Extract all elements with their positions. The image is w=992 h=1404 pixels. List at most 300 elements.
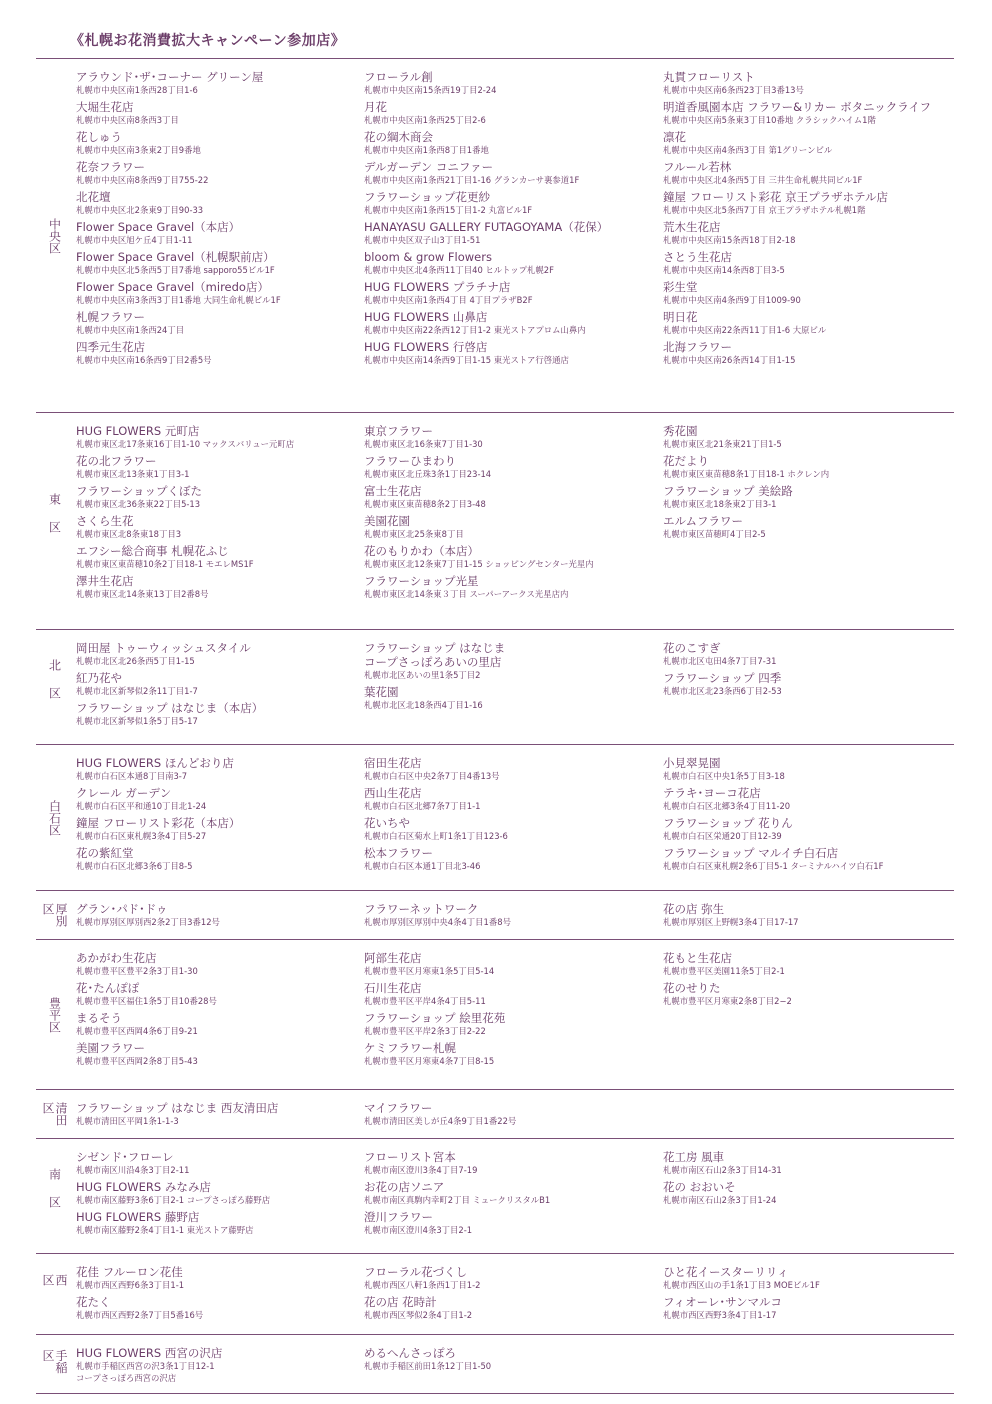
shop-entry xyxy=(76,1011,361,1038)
shop-name: 美園フラワー xyxy=(76,1041,145,1055)
shop-column xyxy=(76,424,361,604)
shop-name: ひと花イースターリリィ xyxy=(663,1265,789,1279)
shop-entry xyxy=(663,250,954,277)
shop-name: 花奈フラワー xyxy=(76,160,145,174)
shop-address: 札幌市中央区南15条西19丁目2-24 xyxy=(364,85,497,95)
shop-address: 札幌市厚別区厚別西2条2丁目3番12号 xyxy=(76,917,220,927)
shop-entry xyxy=(364,280,659,307)
ward-cell xyxy=(36,1090,72,1138)
shop-address: 札幌市中央区南26条西14丁目1-15 xyxy=(663,355,796,365)
shop-name: フラワーショップ マルイチ白石店 xyxy=(663,846,839,860)
ward-section xyxy=(36,744,954,890)
shop-entry xyxy=(663,641,954,668)
shop-entry xyxy=(364,514,659,541)
shop-name: 花の おおいそ xyxy=(663,1180,736,1194)
shop-address: 札幌市白石区北郷7条7丁目1-1 xyxy=(364,801,481,811)
shop-entry xyxy=(663,70,954,97)
ward-section xyxy=(36,629,954,744)
shop-address: 札幌市南区石山2条3丁目14-31 xyxy=(663,1165,782,1175)
shop-name: 北花壇 xyxy=(76,190,111,204)
shop-name: 花･たんぽぽ xyxy=(76,981,140,995)
ward-cell xyxy=(36,891,72,939)
shop-name: 澄川フラワー xyxy=(364,1210,433,1224)
shop-address: 札幌市東区苗穂町4丁目2-5 xyxy=(663,529,766,539)
shop-entry xyxy=(663,1295,954,1322)
shop-column xyxy=(76,1265,361,1325)
shop-address: 札幌市中央区北4条西5丁目 三井生命札幌共同ビル1F xyxy=(663,175,863,185)
shop-name: HUG FLOWERS プラチナ店 xyxy=(364,280,511,294)
shop-name: Flower Space Gravel（miredo店） xyxy=(76,280,269,294)
shop-entry xyxy=(364,574,659,601)
shop-address: 札幌市中央区南1条西28丁目1-6 xyxy=(76,85,198,95)
ward-label: 清田区 xyxy=(41,1102,68,1126)
shop-column xyxy=(76,951,361,1071)
shop-entry xyxy=(76,701,361,728)
shop-address: 札幌市中央区南1条西4丁目 4丁目プラザB2F xyxy=(364,295,533,305)
shop-address: 札幌市北区北26条西5丁目1-15 xyxy=(76,656,195,666)
shop-address: 札幌市南区真駒内幸町2丁目 ミュークリスタルB1 xyxy=(364,1195,551,1205)
shop-column xyxy=(663,902,954,932)
shop-address: 札幌市中央区南1条西8丁目1番地 xyxy=(364,145,489,155)
shop-name: HUG FLOWERS 山鼻店 xyxy=(364,310,488,324)
shop-entry xyxy=(76,514,361,541)
shop-entry xyxy=(76,100,361,127)
shop-address: 札幌市北区新琴似1条5丁目5-17 xyxy=(76,716,198,726)
shop-entry xyxy=(364,1011,659,1038)
shop-column xyxy=(364,756,659,876)
shop-column xyxy=(76,902,361,932)
ward-label: 白石区 xyxy=(47,799,62,836)
shop-entry xyxy=(364,1295,659,1322)
shop-address: 札幌市手稲区前田1条12丁目1-50 xyxy=(364,1361,492,1371)
ward-label: 豊平区 xyxy=(47,996,62,1033)
shop-name: アラウンド･ザ･コーナー グリーン屋 xyxy=(76,70,264,84)
shop-address: 札幌市東区北21条東21丁目1-5 xyxy=(663,439,782,449)
shop-name: テラキ･ヨーコ花店 xyxy=(663,786,761,800)
shop-address: 札幌市中央区南14条西9丁目1-15 東光ストア行啓通店 xyxy=(364,355,569,365)
shop-address: 札幌市清田区美しが丘4条9丁目1番22号 xyxy=(364,1116,517,1126)
shop-name: Flower Space Gravel（本店） xyxy=(76,220,241,234)
shop-name: 北海フラワー xyxy=(663,340,732,354)
shop-name: フラワーネットワーク xyxy=(364,902,479,916)
ward-label: 東区 xyxy=(47,493,62,549)
ward-section xyxy=(36,412,954,629)
shop-address: 札幌市中央区南5条東3丁目10番地 クラシックハイム1階 xyxy=(663,115,876,125)
shop-name: 大堀生花店 xyxy=(76,100,134,114)
ward-label: 北区 xyxy=(47,659,62,715)
shop-entry xyxy=(663,756,954,783)
shop-name: デルガーデン コニファー xyxy=(364,160,494,174)
shop-entry xyxy=(364,250,659,277)
shop-address: 札幌市東区東苗穂10条2丁目18-1 モエレMS1F xyxy=(76,559,254,569)
shop-entry xyxy=(76,340,361,367)
shop-address: 札幌市豊平区平岸4条4丁目5-11 xyxy=(364,996,486,1006)
shop-entry xyxy=(76,250,361,277)
shop-address: 札幌市北区北18条西4丁目1-16 xyxy=(364,700,483,710)
shop-entry xyxy=(663,454,954,481)
shop-address: 札幌市東区北14条東３丁目 スーパーアークス光星店内 xyxy=(364,589,569,599)
shop-entry xyxy=(76,756,361,783)
shop-column xyxy=(364,1101,659,1131)
shop-entry xyxy=(663,484,954,511)
shop-list xyxy=(36,58,954,1394)
shop-entry xyxy=(76,160,361,187)
shop-entry xyxy=(76,190,361,217)
shop-name: 花の北フラワー xyxy=(76,454,157,468)
shop-entry xyxy=(76,574,361,601)
shop-entry xyxy=(364,981,659,1008)
shop-name: ケミフラワー札幌 xyxy=(364,1041,456,1055)
shop-address: 札幌市南区藤野3条6丁目2-1 コープさっぽろ藤野店 xyxy=(76,1195,271,1205)
shop-name: お花の店ソニア xyxy=(364,1180,445,1194)
shop-address: 札幌市東区東苗穂8条2丁目3-48 xyxy=(364,499,486,509)
shop-name: 小見翠晃園 xyxy=(663,756,721,770)
shop-entry xyxy=(364,685,659,712)
shop-entry xyxy=(663,846,954,873)
shop-name: クレール ガーデン xyxy=(76,786,172,800)
shop-column xyxy=(663,951,954,1011)
shop-address: 札幌市中央区南4条西3丁目 第1グリーンビル xyxy=(663,145,833,155)
shop-column xyxy=(364,1150,659,1240)
shop-entry xyxy=(76,1041,361,1068)
shop-column xyxy=(364,1346,659,1376)
shop-address: 札幌市中央区北4条西11丁目40 ヒルトップ札幌2F xyxy=(364,265,554,275)
shop-address: 札幌市豊平区月寒東2条8丁目2−2 xyxy=(663,996,792,1006)
shop-entry xyxy=(76,1150,361,1177)
ward-section xyxy=(36,1334,954,1394)
shop-entry xyxy=(76,1210,361,1237)
shop-name: 花たく xyxy=(76,1295,111,1309)
shop-address-line2: コープさっぽろ西宮の沢店 xyxy=(76,1373,177,1383)
shop-address: 札幌市白石区本通1丁目北3-46 xyxy=(364,861,481,871)
shop-name: 花しゅう xyxy=(76,130,122,144)
shop-address: 札幌市白石区栄通20丁目12-39 xyxy=(663,831,782,841)
shop-entry xyxy=(364,190,659,217)
shop-name: HUG FLOWERS 元町店 xyxy=(76,424,200,438)
shop-name: 鐘屋 フローリスト彩花（本店） xyxy=(76,816,241,830)
shop-entry xyxy=(364,816,659,843)
page-title: 《札幌お花消費拡大キャンペーン参加店》 xyxy=(70,33,346,49)
shop-name: bloom & grow Flowers xyxy=(364,250,492,264)
shop-name: 美園花園 xyxy=(364,514,410,528)
shop-address: 札幌市南区石山2条3丁目1-24 xyxy=(663,1195,777,1205)
shop-address: 札幌市西区山の手1条1丁目3 MOEビル1F xyxy=(663,1280,820,1290)
shop-entry xyxy=(364,454,659,481)
shop-entry xyxy=(364,846,659,873)
shop-name: 四季元生花店 xyxy=(76,340,145,354)
shop-name: めるへんさっぽろ xyxy=(364,1346,456,1360)
shop-address: 札幌市厚別区上野幌3条4丁目17-17 xyxy=(663,917,799,927)
shop-entry xyxy=(76,1180,361,1207)
shop-address: 札幌市中央区南1条西25丁目2-6 xyxy=(364,115,486,125)
shop-address: 札幌市白石区東札幌2条6丁目5-1 ターミナルハイツ白石1F xyxy=(663,861,884,871)
shop-column xyxy=(663,756,954,876)
ward-cell xyxy=(36,1139,72,1253)
shop-name: 宿田生花店 xyxy=(364,756,422,770)
shop-name: フラワーショップ 美絵路 xyxy=(663,484,793,498)
shop-column xyxy=(364,902,659,932)
shop-entry xyxy=(663,130,954,157)
shop-entry xyxy=(663,816,954,843)
shop-name: 丸貫フローリスト xyxy=(663,70,755,84)
shop-entry xyxy=(76,816,361,843)
shop-entry xyxy=(76,846,361,873)
shop-entry xyxy=(76,1295,361,1322)
shop-address: 札幌市豊平区福住1条5丁目10番28号 xyxy=(76,996,217,1006)
shop-column xyxy=(663,70,954,370)
shop-address: 札幌市東区東苗穂8条1丁目18-1 ホクレン内 xyxy=(663,469,830,479)
shop-entry xyxy=(364,902,659,929)
shop-address: 札幌市中央区双子山3丁目1-51 xyxy=(364,235,481,245)
shop-name: 花いちや xyxy=(364,816,410,830)
shop-address: 札幌市豊平区美園11条5丁目2-1 xyxy=(663,966,785,976)
shop-entry xyxy=(364,220,659,247)
shop-entry xyxy=(364,786,659,813)
shop-name: あかがわ生花店 xyxy=(76,951,157,965)
shop-entry xyxy=(76,641,361,668)
shop-address: 札幌市中央区南14条西8丁目3-5 xyxy=(663,265,785,275)
shop-name: 花の綱木商会 xyxy=(364,130,433,144)
shop-name: 明道香風園本店 フラワー&リカー ボタニックライフ xyxy=(663,100,932,114)
shop-address: 札幌市豊平区月寒東1条5丁目5-14 xyxy=(364,966,495,976)
shop-address: 札幌市東区北8条東18丁目3 xyxy=(76,529,182,539)
shop-name: 札幌フラワー xyxy=(76,310,145,324)
shop-entry xyxy=(76,130,361,157)
shop-entry xyxy=(76,424,361,451)
shop-entry xyxy=(663,424,954,451)
shop-entry xyxy=(76,544,361,571)
shop-address: 札幌市豊平区平岸2条3丁目2-22 xyxy=(364,1026,486,1036)
shop-address: 札幌市白石区平和通10丁目北1-24 xyxy=(76,801,207,811)
shop-name: エフシー総合商事 札幌花ふじ xyxy=(76,544,229,558)
ward-section xyxy=(36,890,954,939)
shop-entry xyxy=(364,641,659,682)
shop-name: マイフラワー xyxy=(364,1101,433,1115)
shop-address: 札幌市中央区南1条西24丁目 xyxy=(76,325,185,335)
shop-address: 札幌市白石区菊水上町1条1丁目123-6 xyxy=(364,831,508,841)
shop-entry xyxy=(663,1150,954,1177)
shop-name: 花の店 花時計 xyxy=(364,1295,437,1309)
shop-entry xyxy=(76,671,361,698)
shop-address: 札幌市東区北16条東7丁目1-30 xyxy=(364,439,483,449)
shop-entry xyxy=(663,981,954,1008)
shop-address: 札幌市中央区南4条西9丁目1009-90 xyxy=(663,295,801,305)
shop-name: 花のこすぎ xyxy=(663,641,721,655)
shop-entry xyxy=(76,70,361,97)
shop-entry xyxy=(76,454,361,481)
shop-name: 澤井生花店 xyxy=(76,574,134,588)
shop-address: 札幌市中央区南22条西12丁目1-2 東光ストアプロム山鼻内 xyxy=(364,325,586,335)
shop-entry xyxy=(364,1041,659,1068)
shop-address: 札幌市南区川沿4条3丁目2-11 xyxy=(76,1165,190,1175)
shop-address: 札幌市白石区中央1条5丁目3-18 xyxy=(663,771,785,781)
shop-address: 札幌市西区西野2条7丁目5番16号 xyxy=(76,1310,204,1320)
shop-name: エルムフラワー xyxy=(663,514,744,528)
shop-address: 札幌市白石区本通8丁目南3-7 xyxy=(76,771,188,781)
shop-address: 札幌市中央区南3条東2丁目9番地 xyxy=(76,145,201,155)
shop-name: フラワーショップ はなじま（本店） xyxy=(76,701,264,715)
shop-column xyxy=(364,641,659,715)
shop-entry xyxy=(364,160,659,187)
shop-column xyxy=(364,951,659,1071)
shop-address: 札幌市中央区南16条西9丁目2番5号 xyxy=(76,355,212,365)
shop-column xyxy=(76,1150,361,1240)
shop-column xyxy=(76,1346,361,1387)
shop-address: 札幌市東区北12条東7丁目1-15 ショッピングセンター光星内 xyxy=(364,559,594,569)
shop-entry xyxy=(76,786,361,813)
shop-address: 札幌市東区北13条東1丁目3-1 xyxy=(76,469,190,479)
shop-address: 札幌市清田区平岡1条1-1-3 xyxy=(76,1116,179,1126)
shop-name: HUG FLOWERS 西宮の沢店 xyxy=(76,1346,223,1360)
shop-address: 札幌市白石区北郷3条4丁目11-20 xyxy=(663,801,791,811)
shop-entry xyxy=(663,786,954,813)
shop-address: 札幌市中央区南8条西9丁目755-22 xyxy=(76,175,209,185)
shop-name: 秀花園 xyxy=(663,424,698,438)
shop-name: さとう生花店 xyxy=(663,250,732,264)
ward-cell xyxy=(36,940,72,1089)
shop-entry xyxy=(663,340,954,367)
shop-name: 紅乃花や xyxy=(76,671,122,685)
shop-name: 阿部生花店 xyxy=(364,951,422,965)
shop-name: フラワーショップ 絵里花苑 xyxy=(364,1011,506,1025)
shop-name: フラワーショップ はなじま xyxy=(364,641,506,655)
shop-name: 花の店 弥生 xyxy=(663,902,725,916)
shop-address: 札幌市西区西野3条4丁目1-17 xyxy=(663,1310,777,1320)
shop-column xyxy=(364,70,659,370)
shop-address: 札幌市中央区北5条西5丁目7番地 sapporo55ビル1F xyxy=(76,265,275,275)
shop-entry xyxy=(76,1346,361,1384)
shop-address: 札幌市中央区南15条西18丁目2-18 xyxy=(663,235,796,245)
ward-cell xyxy=(36,630,72,744)
shop-address: 札幌市東区北17条東16丁目1-10 マックスバリュー元町店 xyxy=(76,439,295,449)
ward-cell xyxy=(36,1254,72,1334)
shop-column xyxy=(76,1101,361,1131)
shop-name: 花工房 風車 xyxy=(663,1150,725,1164)
shop-name: 石川生花店 xyxy=(364,981,422,995)
shop-address: 札幌市中央区南6条西23丁目3番13号 xyxy=(663,85,804,95)
shop-entry xyxy=(364,756,659,783)
shop-column xyxy=(663,1265,954,1325)
shop-entry xyxy=(663,220,954,247)
shop-name: HANAYASU GALLERY FUTAGOYAMA（花保） xyxy=(364,220,609,234)
shop-entry xyxy=(663,902,954,929)
shop-entry xyxy=(663,1180,954,1207)
shop-name: シゼンド･フローレ xyxy=(76,1150,174,1164)
shop-column xyxy=(663,1150,954,1210)
shop-address: 札幌市南区澄川3条4丁目7-19 xyxy=(364,1165,478,1175)
shop-column xyxy=(364,1265,659,1325)
shop-column xyxy=(663,424,954,544)
shop-name: 彩生堂 xyxy=(663,280,698,294)
shop-name: 荒木生花店 xyxy=(663,220,721,234)
shop-entry xyxy=(364,951,659,978)
shop-entry xyxy=(663,951,954,978)
shop-entry xyxy=(364,70,659,97)
shop-name: HUG FLOWERS ほんどおり店 xyxy=(76,756,234,770)
shop-address: 札幌市厚別区厚別中央4条4丁目1番8号 xyxy=(364,917,511,927)
shop-entry xyxy=(663,1265,954,1292)
shop-name: さくら生花 xyxy=(76,514,134,528)
ward-cell xyxy=(36,59,72,412)
shop-entry xyxy=(76,220,361,247)
shop-name: フラワーショップ光星 xyxy=(364,574,479,588)
shop-name-line2: コープさっぽろあいの里店 xyxy=(364,655,502,669)
ward-section xyxy=(36,939,954,1089)
shop-name: 西山生花店 xyxy=(364,786,422,800)
shop-address: 札幌市東区北18条東2丁目3-1 xyxy=(663,499,777,509)
shop-entry xyxy=(364,1210,659,1237)
shop-name: 富士生花店 xyxy=(364,484,422,498)
shop-entry xyxy=(364,1101,659,1128)
shop-address: 札幌市東区北14条東13丁目2番8号 xyxy=(76,589,209,599)
ward-cell xyxy=(36,745,72,890)
ward-label: 南区 xyxy=(47,1168,62,1224)
shop-address: 札幌市中央区南3条西3丁目1番地 大同生命札幌ビル1F xyxy=(76,295,281,305)
shop-column xyxy=(76,70,361,370)
shop-entry xyxy=(76,902,361,929)
shop-name: 松本フラワー xyxy=(364,846,433,860)
shop-entry xyxy=(364,340,659,367)
shop-name: フローリスト宮本 xyxy=(364,1150,456,1164)
shop-address: 札幌市北区新琴似2条11丁目1-7 xyxy=(76,686,198,696)
shop-address: 札幌市豊平区豊平2条3丁目1-30 xyxy=(76,966,198,976)
shop-address: 札幌市中央区南1条西15丁目1-2 丸富ビル1F xyxy=(364,205,533,215)
shop-column xyxy=(76,641,361,731)
shop-name: Flower Space Gravel（札幌駅前店） xyxy=(76,250,275,264)
ward-section xyxy=(36,58,954,412)
shop-column xyxy=(76,756,361,876)
ward-cell xyxy=(36,413,72,629)
ward-section xyxy=(36,1138,954,1253)
shop-name: 花もと生花店 xyxy=(663,951,732,965)
shop-name: フラワーひまわり xyxy=(364,454,456,468)
shop-entry xyxy=(76,1265,361,1292)
shop-name: 岡田屋 トゥーウィッシュスタイル xyxy=(76,641,251,655)
shop-address: 札幌市白石区北郷3条6丁目8-5 xyxy=(76,861,193,871)
shop-name: HUG FLOWERS 藤野店 xyxy=(76,1210,200,1224)
shop-address: 札幌市中央区南8条西3丁目 xyxy=(76,115,179,125)
shop-name: フラワーショップ花更紗 xyxy=(364,190,491,204)
shop-name: 花のもりかわ（本店） xyxy=(364,544,479,558)
shop-name: フラワーショップ 花りん xyxy=(663,816,793,830)
shop-name: 花だより xyxy=(663,454,709,468)
shop-entry xyxy=(663,671,954,698)
shop-name: 鐘屋 フローリスト彩花 京王プラザホテル店 xyxy=(663,190,889,204)
shop-entry xyxy=(76,484,361,511)
shop-name: 明日花 xyxy=(663,310,698,324)
shop-name: 花のせりた xyxy=(663,981,721,995)
shop-address: 札幌市北区屯田4条7丁目7-31 xyxy=(663,656,777,666)
shop-name: フラワーショップ 四季 xyxy=(663,671,782,685)
shop-address: 札幌市北区北23条西6丁目2-53 xyxy=(663,686,782,696)
shop-name: HUG FLOWERS 行啓店 xyxy=(364,340,488,354)
shop-address: 札幌市白石区中央2条7丁目4番13号 xyxy=(364,771,500,781)
shop-name: フローラル花づくし xyxy=(364,1265,468,1279)
shop-entry xyxy=(76,981,361,1008)
ward-label: 西区 xyxy=(41,1274,68,1302)
shop-address: 札幌市白石区東札幌3条4丁目5-27 xyxy=(76,831,207,841)
shop-entry xyxy=(364,424,659,451)
shop-address: 札幌市中央区北5条西7丁目 京王プラザホテル札幌1階 xyxy=(663,205,866,215)
shop-address: 札幌市南区藤野2条4丁目1-1 東光ストア藤野店 xyxy=(76,1225,254,1235)
shop-name: 花の紫紅堂 xyxy=(76,846,134,860)
shop-address: 札幌市中央区南1条西21丁目1-16 グランカーサ裏参道1F xyxy=(364,175,580,185)
ward-label: 中央区 xyxy=(47,217,62,254)
shop-address: 札幌市中央区北2条東9丁目90-33 xyxy=(76,205,204,215)
shop-name: 葉花園 xyxy=(364,685,399,699)
shop-name: 凛花 xyxy=(663,130,686,144)
shop-name: フラワーショップ はなじま 西友清田店 xyxy=(76,1101,279,1115)
